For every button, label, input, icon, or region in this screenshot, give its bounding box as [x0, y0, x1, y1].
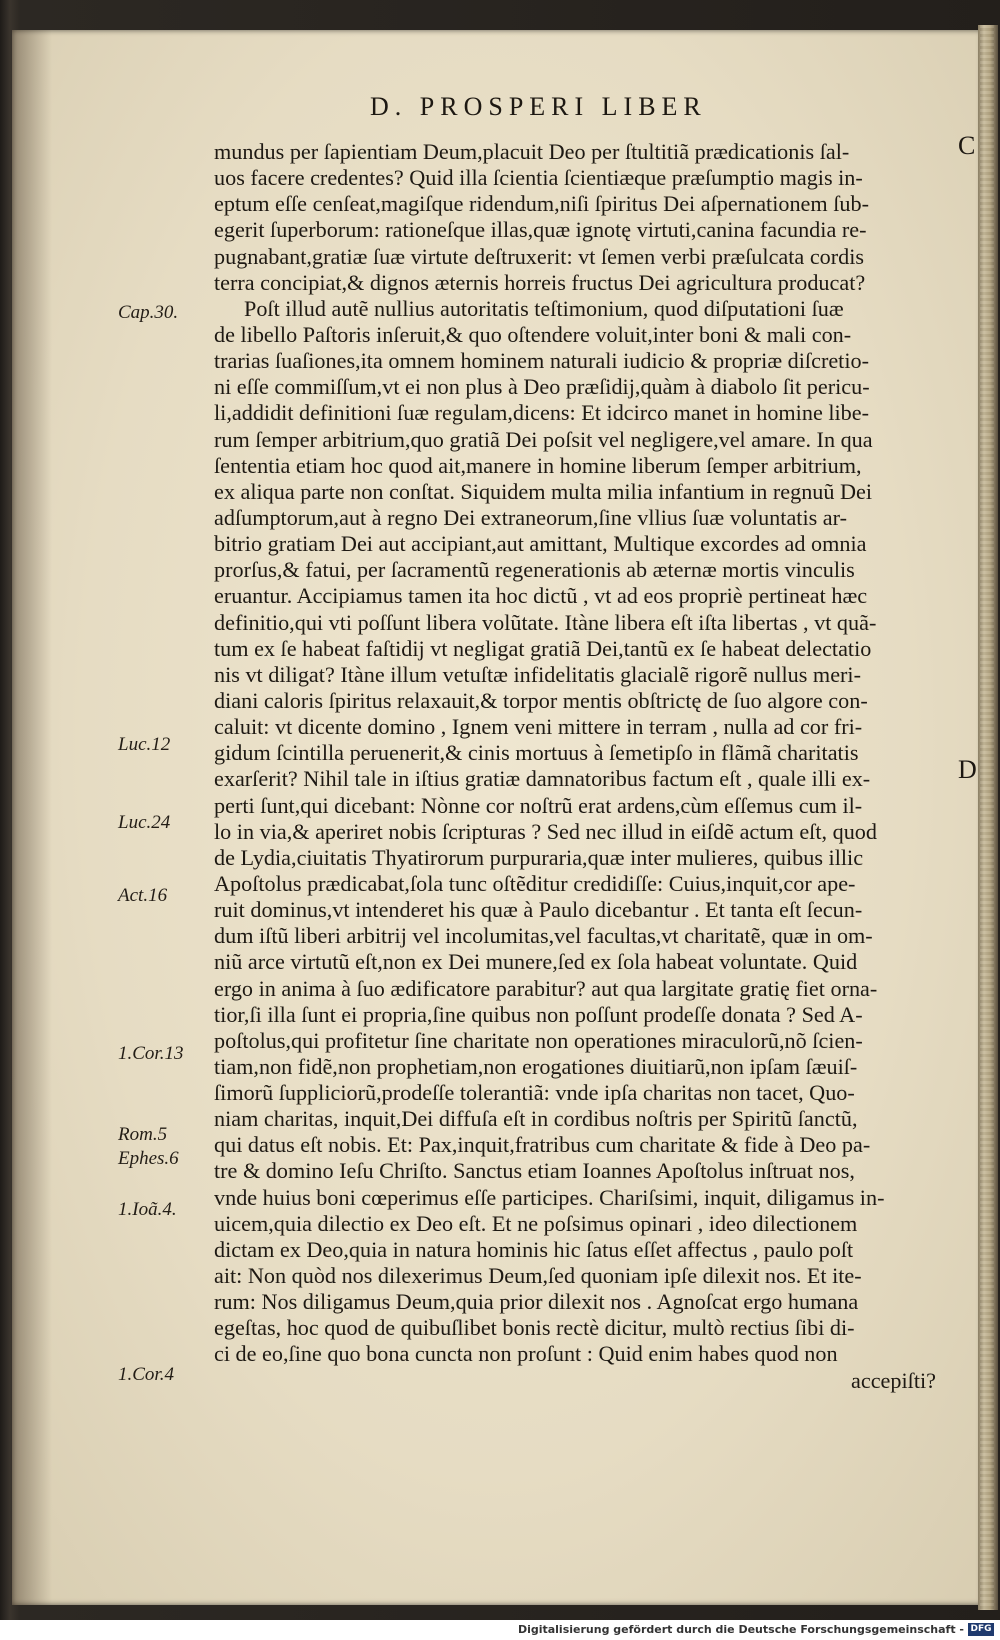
- page-gutter-shadow: [12, 30, 52, 1605]
- text-line: definitio,qui vti poſſunt libera volũtate. Itàne libera eſt iſta libertas , vt quã-: [214, 609, 877, 635]
- margin-note-1ioa4: 1.Ioã.4.: [118, 1199, 177, 1220]
- text-line: uos facere credentes? Quid illa ſcientia ſcientiæque præſumptio magis in-: [214, 165, 863, 191]
- text-line: lo in via,& aperiret nobis ſcripturas ? Sed nec illud in eiſdẽ actum eſt, quod: [214, 818, 877, 844]
- text-line: de Lydia,ciuitatis Thyatirorum purpuraria,quæ inter mulieres, quibus illic: [214, 844, 864, 870]
- text-line: ci de eo,ſine quo bona cuncta non proſunt : Quid enim habes quod non: [214, 1341, 838, 1367]
- text-line: ergo in anima à ſuo ædificatore parabitur? aut qua largitate gratię fiet orna-: [214, 975, 878, 1001]
- text-line: exarſerit? Nihil tale in iſtius gratiæ damnatoribus factum eſt , quale illi ex-: [214, 766, 871, 792]
- text-line: tior,ſi illa ſunt ei propria,ſine quibus non poſſunt prodeſſe donata ? Sed A-: [214, 1001, 863, 1027]
- text-line: pugnabant,gratiæ ſuæ virtute deſtruxerit: vt ſemen verbi præſulcata cordis: [214, 243, 865, 269]
- margin-letter-d: D: [958, 755, 977, 784]
- margin-note-luc12: Luc.12: [118, 734, 171, 755]
- margin-note-1cor13: 1.Cor.13: [118, 1043, 184, 1064]
- text-line: rum: Nos diligamus Deum,quia prior dilexit nos . Agnoſcat ergo humana: [214, 1289, 859, 1315]
- margin-note-rom5: Rom.5: [118, 1124, 168, 1145]
- text-line: rum ſemper arbitrium,quo gratiã Dei poſsit vel negligere,vel amare. In qua: [214, 426, 873, 452]
- text-line: egeſtas, hoc quod de quibuſlibet bonis rectè dicitur, multò rectius ſibi di-: [214, 1315, 855, 1341]
- text-line: tre & domino Ieſu Chriſto. Sanctus etiam Ioannes Apoſtolus inſtruat nos,: [214, 1158, 855, 1184]
- text-line: terra concipiat,& dignos æternis horreis fructus Dei agricultura producat?: [214, 269, 866, 295]
- text-line: niam charitas, inquit,Dei diffuſa eſt in cordibus noſtris per Spiritũ ſanctũ,: [214, 1106, 858, 1132]
- text-line: bitrio gratiam Dei aut accipiant,aut amittant, Multique excordes ad omnia: [214, 531, 867, 557]
- funding-notice: Digitalisierung gefördert durch die Deutsche Forschungsgemeinschaft -: [517, 1623, 964, 1636]
- text-line: uicem,quia dilectio ex Deo eſt. Et ne poſsimus opinari , ideo dilectionem: [214, 1210, 858, 1236]
- text-line: tum ex ſe habeat faſtidij vt negligat gratiã Dei,tantũ ex ſe habeat delectatio: [214, 635, 872, 661]
- text-line: dictam ex Deo,quia in natura hominis hic ſatus eſſet affectus , paulo poſt: [214, 1236, 854, 1262]
- text-line: nis vt diligat? Itàne illum vetuſtæ infidelitatis glacialẽ rigorẽ nullus meri-: [214, 661, 861, 687]
- running-head: D. PROSPERI LIBER: [370, 92, 707, 121]
- text-line: niũ arce virtutũ eſt,non ex Dei munere,ſed ex ſola habeat voluntate. Quid: [214, 949, 858, 975]
- margin-note-luc24: Luc.24: [118, 812, 171, 833]
- page-edge: [978, 25, 998, 1610]
- margin-note-cap30: Cap.30.: [118, 302, 179, 323]
- text-line: perti ſunt,qui dicebant: Nònne cor noſtrũ erat ardens,cùm eſſemus cum il-: [214, 792, 863, 818]
- text-line: caluit: vt dicente domino , Ignem veni mittere in terram , nulla ad cor fri-: [214, 714, 863, 740]
- text-line: adſumptorum,aut à regno Dei extraneorum,ſine vllius ſuæ voluntatis ar-: [214, 504, 847, 530]
- text-line: tiam,non fidẽ,non prophetiam,non erogationes diuitiarũ,non ipſam ſæuiſ-: [214, 1053, 858, 1079]
- text-line: Poſt illud autẽ nullius autoritatis teſtimonium, quod diſputationi ſuæ: [244, 295, 844, 321]
- text-line: ſimorũ ſuppliciorũ,prodeſſe tolerantiã: vnde ipſa charitas non tacet, Quo-: [214, 1080, 855, 1106]
- text-line: ruit dominus,vt intenderet his quæ à Paulo dicebantur . Et tanta eſt ſecun-: [214, 897, 863, 923]
- text-line: dum iſtũ liberi arbitrij vel incolumitas,vel facultas,vt charitatẽ, quæ in om-: [214, 923, 873, 949]
- text-line: de libello Paſtoris inſeruit,& quo oſtendere voluit,inter boni & mali con-: [214, 321, 852, 347]
- text-line: eruantur. Accipiamus tamen ita hoc dictũ , vt ad eos propriè pertineat hæc: [214, 583, 868, 609]
- margin-note-ephes6: Ephes.6: [118, 1148, 179, 1169]
- text-line: qui datus eſt nobis. Et: Pax,inquit,fratribus cum charitate & fide à Deo pa-: [214, 1132, 871, 1158]
- text-line: egerit ſuperborum: rationeſque illas,quæ ignotę virtuti,canina facundia re-: [214, 217, 867, 243]
- text-line: li,addidit definitioni ſuæ regulam,dicens: Et idcirco manet in homine libe-: [214, 400, 869, 426]
- text-line: ait: Non quòd nos dilexerimus Deum,ſed quoniam ipſe dilexit nos. Et ite-: [214, 1263, 862, 1289]
- text-line: ni eſſe commiſſum,vt ei non plus à Deo præſidij,quàm à diabolo ſit pericu-: [214, 374, 870, 400]
- text-line: ex aliqua parte non conſtat. Siquidem multa milia infantium in regnuũ Dei: [214, 478, 873, 504]
- margin-note-1cor4: 1.Cor.4: [118, 1364, 174, 1385]
- margin-note-act16: Act.16: [118, 885, 168, 906]
- text-line: diani caloris ſpiritus relaxauit,& torpor mentis obſtrictę de ſuo algore con-: [214, 687, 868, 713]
- page-edge-stack: [980, 25, 994, 1610]
- text-line: poſtolus,qui profitetur ſine charitate non operationes miraculorũ,nõ ſcien-: [214, 1027, 863, 1053]
- margin-letter-c: C: [958, 131, 976, 160]
- text-line: gidum ſcintilla peruenerit,& cinis mortuus à ſemetipſo in flãmã charitatis: [214, 740, 859, 766]
- text-line: vnde huius boni cœperimus eſſe participes. Chariſsimi, inquit, diligamus in-: [214, 1184, 885, 1210]
- text-line-catchword: accepiſti?: [851, 1367, 936, 1393]
- text-line: eptum eſſe cenſeat,magiſque ridendum,niſi ſpiritus Dei aſpernationem ſub-: [214, 191, 869, 217]
- text-line: ſententia etiam hoc quod ait,manere in homine liberum ſemper arbitrium,: [214, 452, 862, 478]
- dfg-logo-icon: DFG: [968, 1623, 994, 1636]
- text-line: prorſus,& fatui, per ſacramentũ regenerationis ab æternæ mortis vinculis: [214, 557, 855, 583]
- text-line: Apoſtolus prædicabat,ſola tunc oſtẽditur credidiſſe: Cuius,inquit,cor ape-: [214, 870, 856, 896]
- main-text-block: [214, 139, 954, 1394]
- text-line: trarias ſuaſiones,ita omnem hominem naturali iudicio & propriæ diſcretio-: [214, 348, 869, 374]
- text-line: mundus per ſapientiam Deum,placuit Deo per ſtultitiã prædicationis ſal-: [214, 139, 850, 164]
